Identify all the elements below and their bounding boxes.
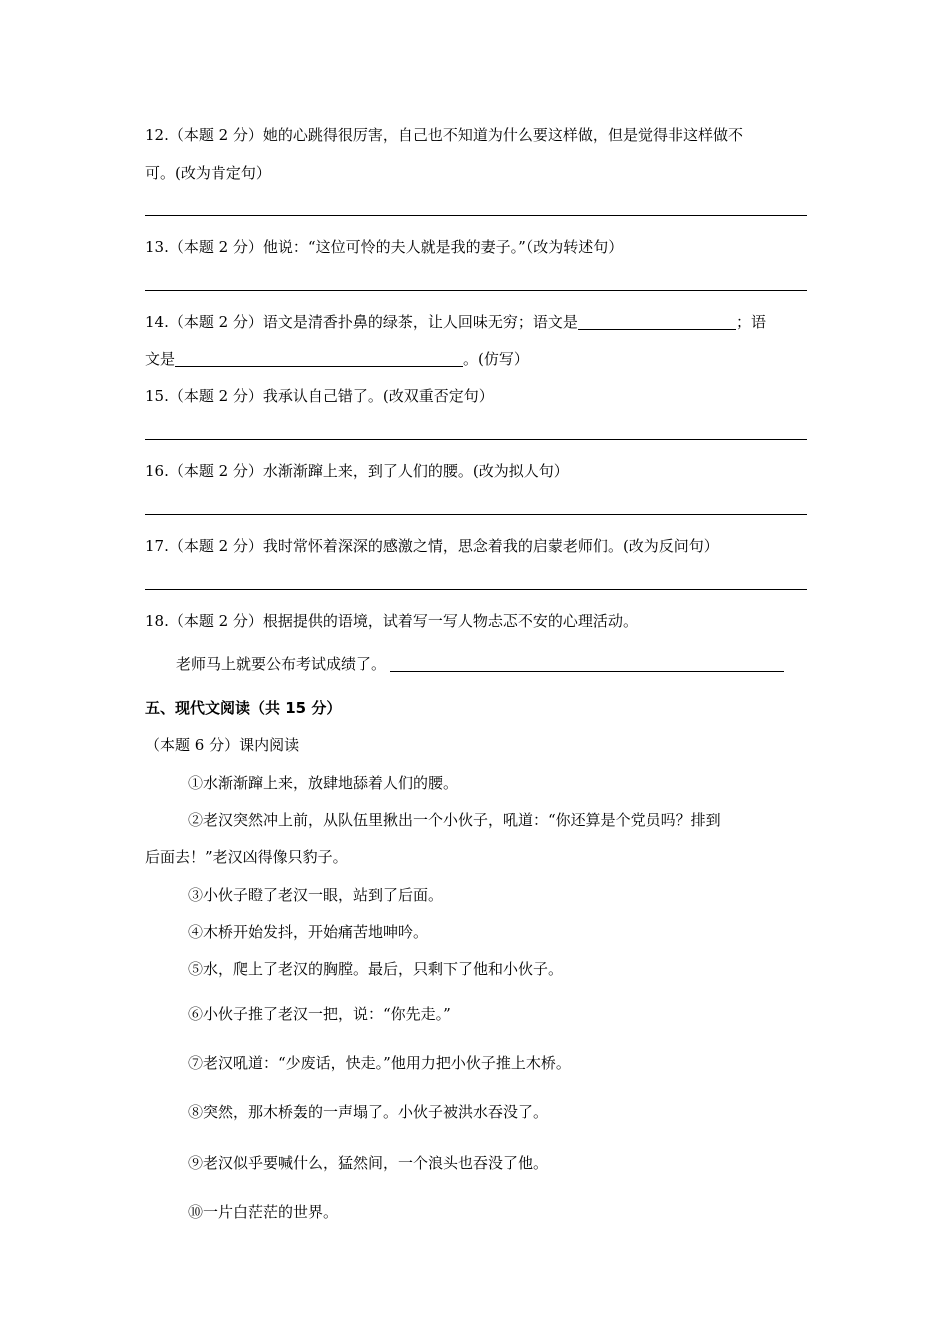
question-12-line2: 可。(改为肯定句） (145, 164, 271, 182)
question-14-text-b: ；语 (735, 313, 766, 331)
question-18-context-text: 老师马上就要公布考试成绩了。 (176, 655, 387, 673)
answer-line-12[interactable] (145, 215, 807, 216)
question-14-text-c: 文是 (145, 350, 176, 368)
question-15: 15.（本题 2 分）我承认自己错了。(改双重否定句） (145, 387, 494, 405)
question-17: 17.（本题 2 分）我时常怀着深深的感激之情，思念着我的启蒙老师们。(改为反问句） (145, 537, 719, 555)
answer-line-16[interactable] (145, 514, 807, 515)
question-16: 16.（本题 2 分）水渐渐蹿上来，到了人们的腰。(改为拟人句） (145, 462, 569, 480)
question-18-context (176, 653, 784, 674)
question-14-text-a: 14.（本题 2 分）语文是清香扑鼻的绿茶，让人回味无穷；语文是 (145, 313, 578, 331)
question-14-text-d: 。(仿写） (463, 350, 529, 368)
question-14-line2 (145, 348, 529, 369)
passage-paragraph: ⑦老汉吼道：“少废话，快走。”他用力把小伙子推上木桥。 (188, 1054, 571, 1072)
passage-paragraph: ⑧突然，那木桥轰的一声塌了。小伙子被洪水吞没了。 (188, 1103, 549, 1121)
answer-line-15[interactable] (145, 439, 807, 440)
question-18: 18.（本题 2 分）根据提供的语境，试着写一写人物忐忑不安的心理活动。 (145, 612, 638, 630)
answer-line-17[interactable] (145, 589, 807, 590)
blank-14-2[interactable] (175, 350, 463, 367)
question-12-line1: 12.（本题 2 分）她的心跳得很厉害，自己也不知道为什么要这样做，但是觉得非这样做不 (145, 126, 743, 144)
passage-paragraph: ①水渐渐蹿上来，放肆地舔着人们的腰。 (188, 774, 459, 792)
section-subheading: （本题 6 分）课内阅读 (145, 736, 300, 754)
answer-line-13[interactable] (145, 290, 807, 291)
passage-paragraph: ⑥小伙子推了老汉一把，说：“你先走。” (188, 1005, 451, 1023)
passage-paragraph: ③小伙子瞪了老汉一眼，站到了后面。 (188, 886, 444, 904)
section-heading: 五、现代文阅读（共 15 分） (145, 699, 342, 717)
passage-paragraph: ②老汉突然冲上前，从队伍里揪出一个小伙子，吼道：“你还算是个党员吗？排到 (188, 811, 721, 829)
passage-paragraph: ⑨老汉似乎要喊什么，猛然间，一个浪头也吞没了他。 (188, 1154, 549, 1172)
passage-paragraph: ④木桥开始发抖，开始痛苦地呻吟。 (188, 923, 429, 941)
question-13: 13.（本题 2 分）他说：“这位可怜的夫人就是我的妻子。”（改为转述句） (145, 238, 624, 256)
passage-paragraph: 后面去！”老汉凶得像只豹子。 (145, 848, 348, 866)
passage-paragraph: ⑩一片白茫茫的世界。 (188, 1203, 339, 1221)
blank-18[interactable] (390, 655, 784, 672)
question-14-line1 (145, 311, 766, 332)
blank-14-1[interactable] (578, 313, 736, 330)
passage-paragraph: ⑤水，爬上了老汉的胸膛。最后，只剩下了他和小伙子。 (188, 960, 564, 978)
